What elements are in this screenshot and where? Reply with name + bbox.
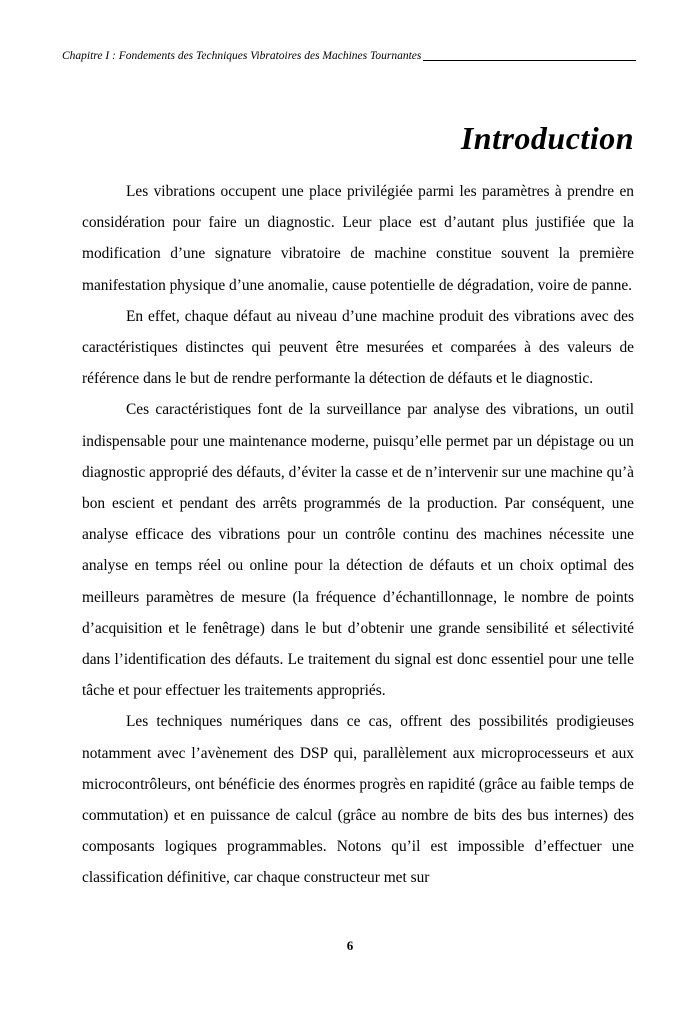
paragraph: En effet, chaque défaut au niveau d’une machine produit des vibrations avec des caractéristiques distinctes qui peuvent être mesurées et comparées à des valeurs de référence dans le but de rendre performante la détection de défauts et le diagnostic.	[82, 307, 634, 388]
page-number: 6	[346, 938, 354, 953]
body-text	[82, 176, 634, 894]
running-header	[62, 50, 636, 63]
section-title: Introduction	[460, 120, 634, 156]
paragraph: Ces caractéristiques font de la surveillance par analyse des vibrations, un outil indispensable pour une maintenance moderne, puisqu’elle permet par un dépistage ou un diagnostic approprié des défauts, d’éviter la casse et de n’intervenir sur une machine qu’à bon escient et pendant des arrêts programmés de la production. Par conséquent, une analyse efficace des vibrations pour un contrôle continu des machines nécessite une analyse en temps réel ou online pour la détection de défauts et un choix optimal des meilleurs paramètres de mesure (la fréquence d’échantillonnage, le nombre de points d’acquisition et le fenêtrage) dans le but d’obtenir une grande sensibilité et sélectivité dans l’identification des défauts. Le traitement du signal est donc essentiel pour une telle tâche et pour effectuer les traitements appropriés.	[82, 401, 634, 700]
paragraph: Les vibrations occupent une place privilégiée parmi les paramètres à prendre en considération pour faire un diagnostic. Leur place est d’autant plus justifiée que la modification d’une signature vibratoire de machine constitue souvent la première manifestation physique d’une anomalie, cause potentielle de dégradation, voire de panne.	[82, 183, 634, 294]
header-rule	[423, 60, 636, 61]
paragraph: Les techniques numériques dans ce cas, offrent des possibilités prodigieuses notamment avec l’avènement des DSP qui, parallèlement aux microprocesseurs et aux microcontrôleurs, ont bénéficie des énormes progrès en rapidité (grâce au faible temps de commutation) et en puissance de calcul (grâce au nombre de bits des bus internes) des composants logiques programmables. Notons qu’il est impossible d’effectuer une classification définitive, car chaque constructeur met sur	[82, 713, 634, 887]
running-header-title: Chapitre I : Fondements des Techniques Vibratoires des Machines Tournantes	[62, 50, 422, 62]
